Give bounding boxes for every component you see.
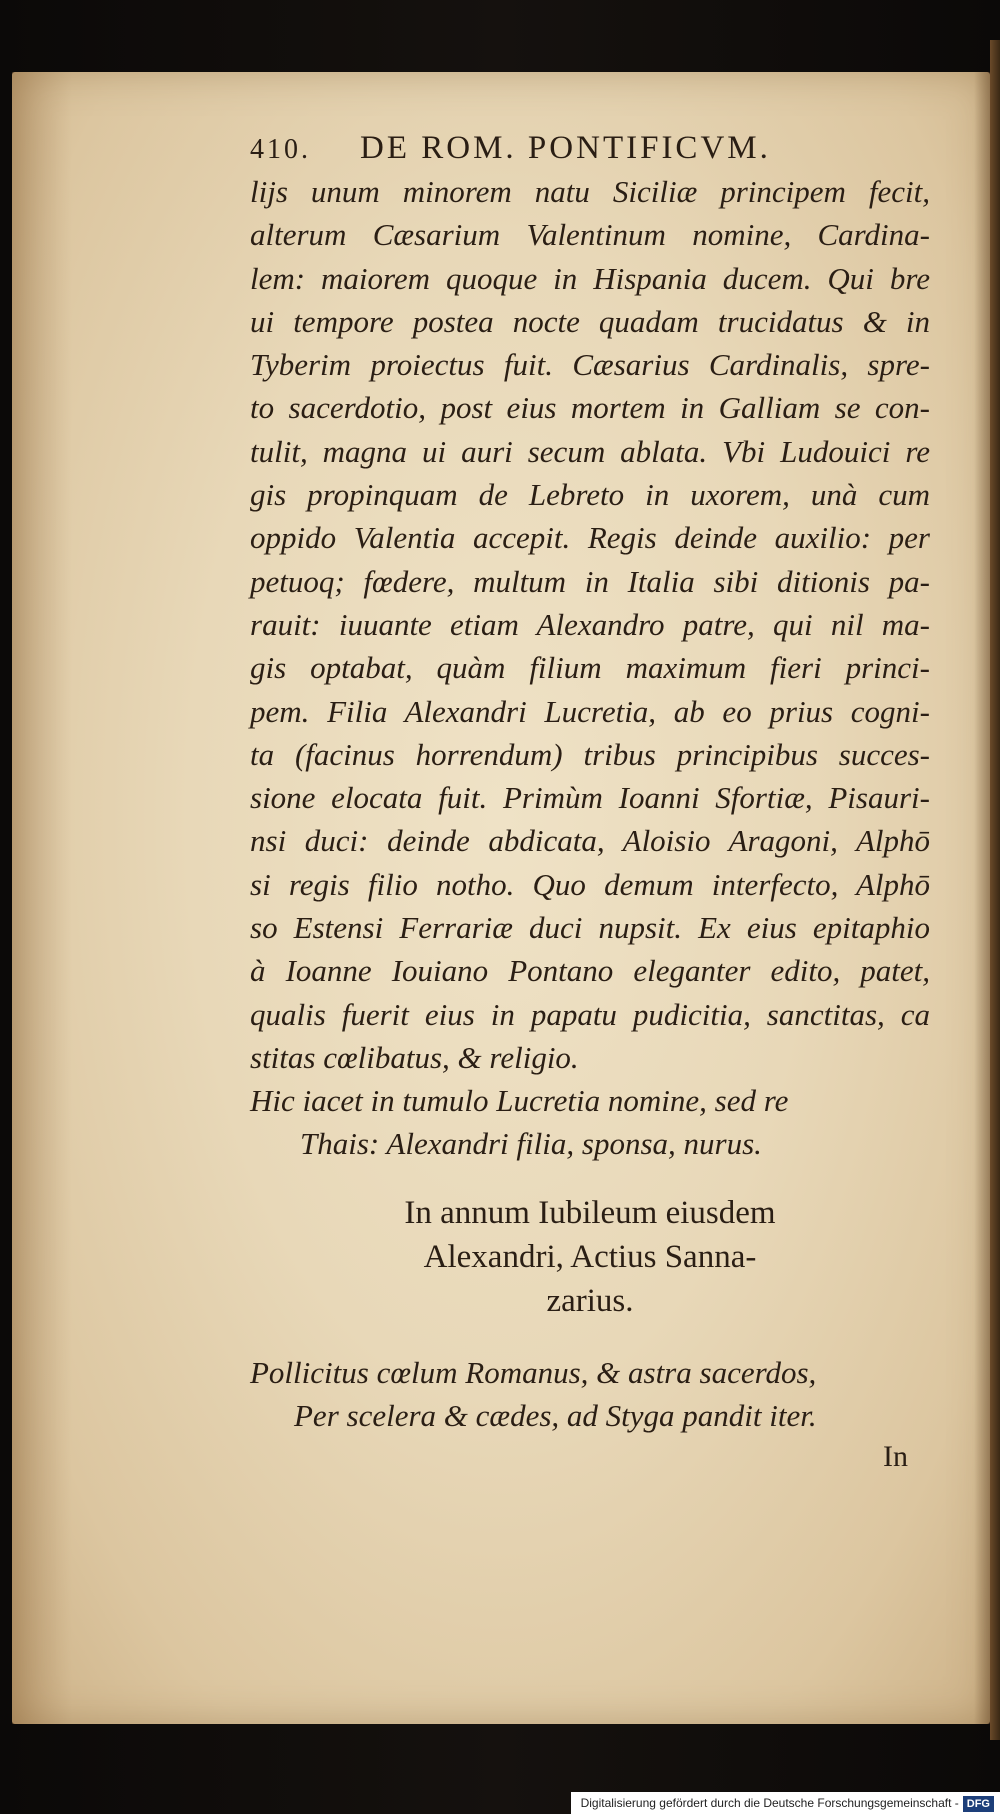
text-line: qualis fuerit eius in papatu pudicitia, sanctitas, ca: [250, 996, 930, 1032]
heading-line: zarius.: [546, 1283, 634, 1320]
text-line: à Ioanne Iouiano Pontano eleganter edito, patet,: [250, 953, 930, 989]
digitization-credit: [571, 1792, 1000, 1814]
epitaph: [250, 1079, 930, 1165]
poem: [250, 1351, 930, 1437]
poem-line: Pollicitus cœlum Romanus, & astra sacerdos,: [250, 1355, 817, 1391]
page-number: 410.: [250, 134, 311, 165]
epitaph-line: Thais: Alexandri filia, sponsa, nurus.: [300, 1126, 762, 1162]
section-heading: [250, 1191, 930, 1323]
text-line: gis propinquam de Lebreto in uxorem, unà cum: [250, 477, 930, 513]
heading-line: In annum Iubileum eiusdem: [404, 1195, 776, 1232]
text-line: nsi duci: deinde abdicata, Aloisio Aragoni, Alphō: [250, 823, 930, 859]
text-line: stitas cœlibatus, & religio.: [250, 1039, 579, 1075]
text-line: ui tempore postea nocte quadam trucidatus & in: [250, 303, 930, 339]
text-line: pem. Filia Alexandri Lucretia, ab eo prius cogni-: [250, 693, 930, 729]
catchword: In: [883, 1440, 908, 1474]
text-line: sione elocata fuit. Primùm Ioanni Sfortiæ, Pisauri-: [250, 780, 930, 816]
heading-line: Alexandri, Actius Sanna-: [423, 1239, 757, 1276]
text-line: Tyberim proiectus fuit. Cæsarius Cardinalis, spre-: [250, 347, 930, 383]
text-line: si regis filio notho. Quo demum interfecto, Alphō: [250, 866, 930, 902]
text-line: petuoq; fœdere, multum in Italia sibi ditionis pa-: [250, 563, 930, 599]
page-text-block: [250, 128, 930, 1477]
text-line: lem: maiorem quoque in Hispania ducem. Qui bre: [250, 260, 930, 296]
book-edge: [990, 40, 1000, 1740]
text-line: oppido Valentia accepit. Regis deinde auxilio: per: [250, 520, 930, 556]
text-line: lijs unum minorem natu Siciliæ principem fecit,: [250, 174, 930, 209]
body-text: [250, 170, 930, 1079]
text-line: rauit: iuuante etiam Alexandro patre, qui nil ma-: [250, 606, 930, 642]
running-title: DE ROM. PONTIFICVM.: [360, 130, 771, 166]
running-head: [250, 128, 930, 168]
text-line: alterum Cæsarium Valentinum nomine, Cardina-: [250, 217, 930, 253]
dfg-logo: DFG: [963, 1796, 994, 1812]
text-line: ta (facinus horrendum) tribus principibus succes-: [250, 736, 930, 772]
epitaph-line: Hic iacet in tumulo Lucretia nomine, sed re: [250, 1083, 789, 1119]
credit-text: Digitalisierung gefördert durch die Deutsche Forschungsgemeinschaft -: [580, 1796, 959, 1810]
text-line: tulit, magna ui auri secum ablata. Vbi Ludouici re: [250, 433, 930, 469]
poem-line: Per scelera & cædes, ad Styga pandit iter.: [294, 1398, 817, 1434]
text-line: to sacerdotio, post eius mortem in Galliam se con-: [250, 390, 930, 426]
text-line: so Estensi Ferrariæ duci nupsit. Ex eius epitaphio: [250, 910, 930, 946]
text-line: gis optabat, quàm filium maximum fieri princi-: [250, 650, 930, 686]
